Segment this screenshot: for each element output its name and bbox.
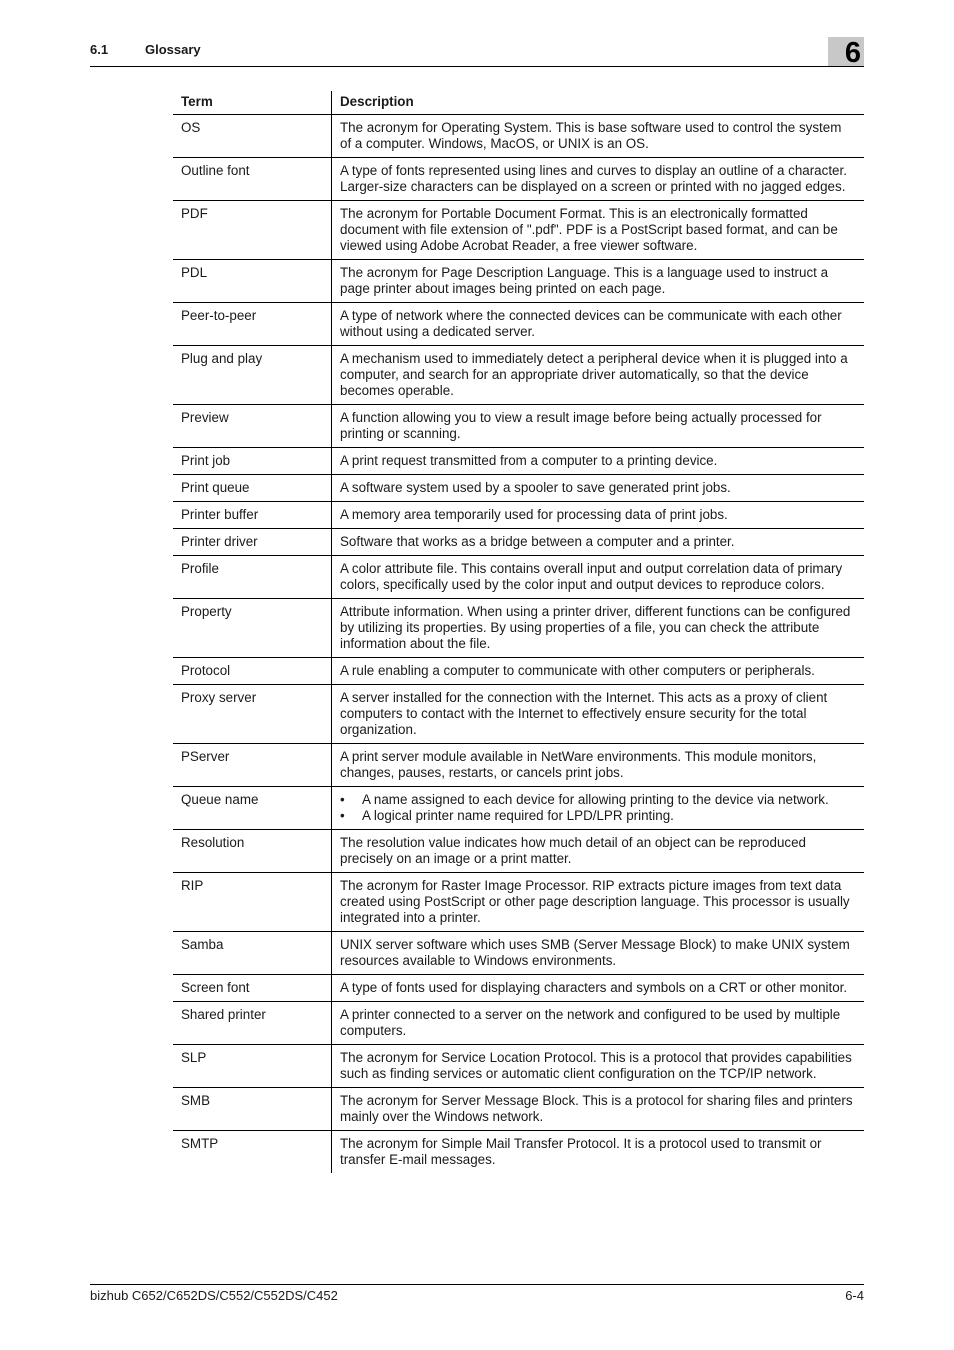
footer-page-number: 6-4: [845, 1288, 864, 1303]
table-row: [173, 658, 864, 685]
glossary-description: A type of fonts used for displaying characters and symbols on a CRT or other monitor.: [332, 975, 865, 1002]
table-row: [173, 830, 864, 873]
table-row: [173, 115, 864, 158]
glossary-description: Attribute information. When using a printer driver, different functions can be configured by utilizing its properties. By using properties of a file, you can check the attribute information about the file.: [332, 599, 865, 658]
glossary-table: [173, 91, 864, 1173]
table-row: [173, 158, 864, 201]
table-row: [173, 932, 864, 975]
glossary-description: A color attribute file. This contains overall input and output correlation data of primary colors, specifically used by the color input and output devices to reproduce colors.: [332, 556, 865, 599]
glossary-term: Printer driver: [173, 529, 332, 556]
glossary-description: [332, 787, 865, 830]
glossary-term: Outline font: [173, 158, 332, 201]
glossary-description: UNIX server software which uses SMB (Server Message Block) to make UNIX system resources available to Windows environments.: [332, 932, 865, 975]
glossary-description: Software that works as a bridge between a computer and a printer.: [332, 529, 865, 556]
glossary-description: The acronym for Server Message Block. This is a protocol for sharing files and printers mainly over the Windows network.: [332, 1088, 865, 1131]
column-header-description: Description: [332, 91, 865, 115]
table-row: [173, 502, 864, 529]
table-row: [173, 475, 864, 502]
glossary-term: Queue name: [173, 787, 332, 830]
table-row: [173, 599, 864, 658]
glossary-term: Shared printer: [173, 1002, 332, 1045]
glossary-description: A function allowing you to view a result image before being actually processed for printing or scanning.: [332, 405, 865, 448]
glossary-term: Preview: [173, 405, 332, 448]
table-row: [173, 529, 864, 556]
description-bullet: • A logical printer name required for LPD/LPR printing.: [340, 808, 856, 824]
glossary-term: OS: [173, 115, 332, 158]
table-row: [173, 260, 864, 303]
glossary-description: A type of fonts represented using lines and curves to display an outline of a character. Larger-size characters can be displayed on a screen or printed with no jagged edges.: [332, 158, 865, 201]
description-bullet-list: [340, 792, 856, 824]
glossary-term: Property: [173, 599, 332, 658]
glossary-description: The acronym for Portable Document Format. This is an electronically formatted document with file extension of ".pdf". PDF is a PostScript based format, and can be viewed using Adobe Acrobat Reader, a free viewer software.: [332, 201, 865, 260]
table-row: [173, 744, 864, 787]
glossary-term: Resolution: [173, 830, 332, 873]
glossary-term: Proxy server: [173, 685, 332, 744]
glossary-term: Samba: [173, 932, 332, 975]
page-footer: [90, 1284, 864, 1303]
table-row: [173, 787, 864, 830]
glossary-term: Profile: [173, 556, 332, 599]
table-row: [173, 556, 864, 599]
section-number: 6.1: [90, 42, 109, 57]
glossary-term: SMB: [173, 1088, 332, 1131]
description-bullet: • A name assigned to each device for allowing printing to the device via network.: [340, 792, 856, 808]
glossary-description: A printer connected to a server on the network and configured to be used by multiple computers.: [332, 1002, 865, 1045]
table-row: [173, 685, 864, 744]
glossary-term: Protocol: [173, 658, 332, 685]
glossary-description: A rule enabling a computer to communicate with other computers or peripherals.: [332, 658, 865, 685]
page-header: [90, 38, 864, 67]
glossary-term: Printer buffer: [173, 502, 332, 529]
glossary-description: The resolution value indicates how much detail of an object can be reproduced precisely on an image or a print matter.: [332, 830, 865, 873]
table-row: [173, 1045, 864, 1088]
glossary-term: Screen font: [173, 975, 332, 1002]
glossary-body: [173, 115, 864, 1174]
glossary-term: Print job: [173, 448, 332, 475]
glossary-description: The acronym for Service Location Protocol. This is a protocol that provides capabilities such as finding services or automatic client configuration on the TCP/IP network.: [332, 1045, 865, 1088]
glossary-term: Peer-to-peer: [173, 303, 332, 346]
chapter-badge: 6: [828, 37, 864, 66]
glossary-description: A memory area temporarily used for processing data of print jobs.: [332, 502, 865, 529]
section-title: Glossary: [145, 42, 201, 57]
glossary-term: Print queue: [173, 475, 332, 502]
glossary-description: A mechanism used to immediately detect a peripheral device when it is plugged into a computer, and search for an appropriate driver automatically, so that the device becomes operable.: [332, 346, 865, 405]
glossary-description: The acronym for Raster Image Processor. RIP extracts picture images from text data created using PostScript or other page description language. This processor is usually integrated into a printer.: [332, 873, 865, 932]
table-row: [173, 303, 864, 346]
glossary-description: A print request transmitted from a computer to a printing device.: [332, 448, 865, 475]
column-header-term: Term: [173, 91, 332, 115]
table-header-row: [173, 91, 864, 115]
glossary-term: SMTP: [173, 1131, 332, 1174]
glossary-description: The acronym for Page Description Language. This is a language used to instruct a page printer about images being printed on each page.: [332, 260, 865, 303]
table-row: [173, 448, 864, 475]
glossary-description: A software system used by a spooler to save generated print jobs.: [332, 475, 865, 502]
glossary-term: Plug and play: [173, 346, 332, 405]
glossary-description: A type of network where the connected devices can be communicate with each other without using a dedicated server.: [332, 303, 865, 346]
glossary-description: The acronym for Simple Mail Transfer Protocol. It is a protocol used to transmit or transfer E-mail messages.: [340, 1136, 822, 1167]
table-row: [173, 346, 864, 405]
glossary-term: RIP: [173, 873, 332, 932]
footer-model: bizhub C652/C652DS/C552/C552DS/C452: [90, 1288, 338, 1303]
table-row: [173, 1002, 864, 1045]
glossary-term: PDF: [173, 201, 332, 260]
table-row: [173, 405, 864, 448]
table-row: [173, 873, 864, 932]
table-row: [173, 975, 864, 1002]
glossary-term: PServer: [173, 744, 332, 787]
glossary-term: SLP: [173, 1045, 332, 1088]
table-row: [173, 1131, 864, 1174]
glossary-description: A server installed for the connection with the Internet. This acts as a proxy of client computers to contact with the Internet to effectively ensure security for the total organization.: [332, 685, 865, 744]
glossary-description: The acronym for Operating System. This is base software used to control the system of a computer. Windows, MacOS, or UNIX is an OS.: [332, 115, 865, 158]
table-row: [173, 1088, 864, 1131]
table-row: [173, 201, 864, 260]
glossary-description: A print server module available in NetWare environments. This module monitors, changes, pauses, restarts, or cancels print jobs.: [332, 744, 865, 787]
glossary-term: PDL: [173, 260, 332, 303]
